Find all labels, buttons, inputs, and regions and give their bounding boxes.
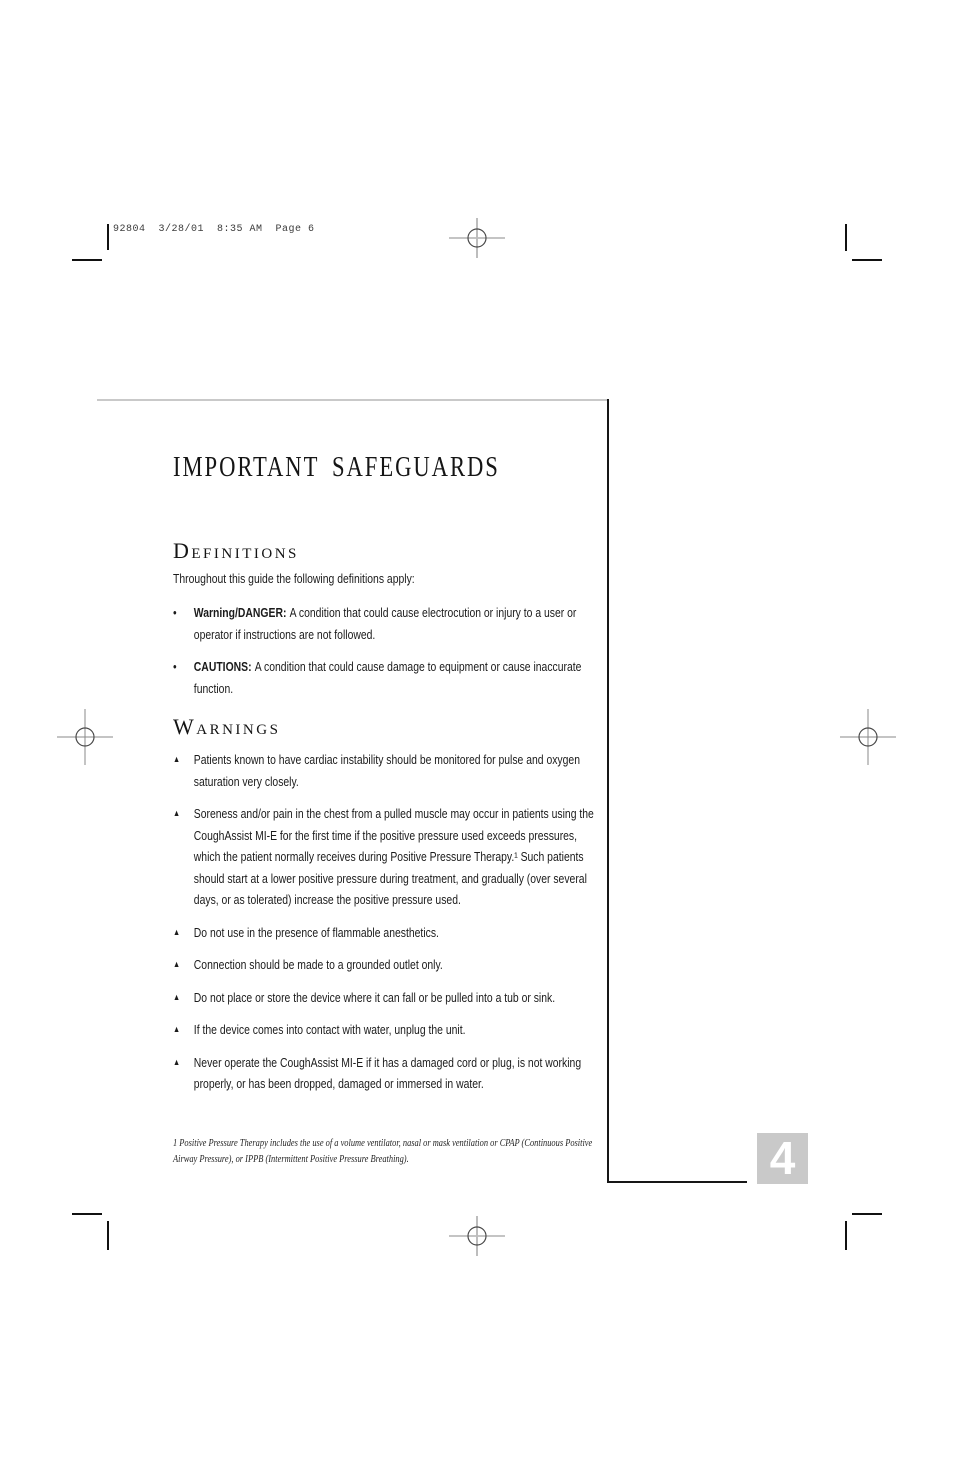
- triangle-bullet-icon: ▲: [173, 959, 181, 969]
- footnote: 1 Positive Pressure Therapy includes the use of a volume ventilator, nasal or mask ventilation or CPAP (Continuous Positive Airway Pressure), or IPPB (Intermittent Positive Pressure Breathing).: [173, 1138, 593, 1165]
- registration-mark-bottom-icon: [449, 1208, 505, 1264]
- definition-item: [173, 602, 605, 645]
- definition-body: A condition that could cause electrocution or injury to a user or operator if instructions are not followed.: [193, 605, 577, 642]
- triangle-bullet-icon: ▲: [173, 754, 181, 764]
- triangle-bullet-icon: ▲: [173, 926, 181, 937]
- warning-text: Never operate the CoughAssist MI-E if it has a damaged cord or plug, is not working properly, or has been dropped, damaged or immersed in water.: [193, 1054, 582, 1091]
- definition-item: [173, 656, 605, 699]
- warning-text: Patients known to have cardiac instability should be monitored for pulse and oxygen saturation very closely.: [193, 752, 580, 789]
- crop-mark-bottom-right-horizontal: [852, 1213, 882, 1215]
- definitions-intro: Throughout this guide the following definitions apply:: [173, 571, 415, 586]
- crop-mark-top-right-horizontal: [852, 259, 882, 261]
- triangle-bullet-icon: ▲: [173, 1024, 181, 1034]
- definition-lead: CAUTIONS:: [193, 659, 252, 674]
- chapter-tab: [757, 1133, 808, 1184]
- crop-mark-top-left-vertical: [107, 224, 109, 250]
- warnings-list: [173, 749, 605, 1106]
- heading-rest: ARNINGS: [196, 722, 281, 738]
- warning-item: [173, 749, 605, 792]
- warning-item: [173, 803, 605, 911]
- warning-text: Do not use in the presence of flammable anesthetics.: [193, 924, 439, 940]
- definition-lead: Warning/DANGER:: [193, 605, 287, 620]
- content-frame-right-rule: [607, 399, 609, 1183]
- warning-text: If the device comes into contact with water, unplug the unit.: [193, 1022, 466, 1037]
- definitions-list: [173, 602, 605, 710]
- chapter-number: 4: [769, 1132, 796, 1184]
- registration-mark-right-icon: [840, 709, 896, 765]
- warning-text: Do not place or store the device where it can fall or be pulled into a tub or sink.: [193, 989, 556, 1005]
- triangle-bullet-icon: ▲: [173, 1056, 181, 1067]
- crop-mark-bottom-left-vertical: [107, 1221, 109, 1250]
- crop-mark-bottom-left-horizontal: [72, 1213, 102, 1215]
- bullet-icon: •: [173, 605, 177, 620]
- crop-mark-top-left-horizontal: [72, 259, 102, 261]
- heading-initial: W: [173, 714, 197, 739]
- registration-mark-top-icon: [449, 210, 505, 266]
- triangle-bullet-icon: ▲: [173, 808, 181, 818]
- heading-initial: D: [173, 538, 192, 563]
- registration-mark-left-icon: [57, 709, 113, 765]
- definition-text: [194, 602, 605, 645]
- triangle-bullet-icon: ▲: [173, 991, 181, 1002]
- content-frame-bottom-rule: [607, 1181, 747, 1183]
- warning-item: [173, 954, 605, 976]
- content-frame-top-rule: [97, 399, 608, 401]
- heading-rest: EFINITIONS: [191, 546, 299, 562]
- print-slug: 92804 3/28/01 8:35 AM Page 6: [113, 224, 315, 235]
- page-title: IMPORTANT SAFEGUARDS: [173, 451, 500, 483]
- warning-item: [173, 1052, 605, 1095]
- warning-item: [173, 1019, 605, 1041]
- section-heading-warnings: [173, 714, 280, 740]
- definition-text: [194, 656, 605, 699]
- section-heading-definitions: [173, 538, 299, 564]
- warning-text: Soreness and/or pain in the chest from a pulled muscle may occur in patients using the CoughAssist MI-E for the first time if the positive pressure used exceeds pressures, which the patient normally receives during Positive Pressure Therapy.¹ Such patients should start at a lower positive pressure during treatment, and gradually (over several days, or as tolerated) increase the positive pressure used.: [193, 806, 594, 907]
- crop-mark-bottom-right-vertical: [845, 1221, 847, 1250]
- bullet-icon: •: [173, 659, 177, 674]
- crop-mark-top-right-vertical: [845, 224, 847, 251]
- definition-body: A condition that could cause damage to equipment or cause inaccurate function.: [193, 659, 582, 696]
- warning-item: [173, 922, 605, 944]
- warning-item: [173, 987, 605, 1009]
- warning-text: Connection should be made to a grounded outlet only.: [193, 957, 443, 972]
